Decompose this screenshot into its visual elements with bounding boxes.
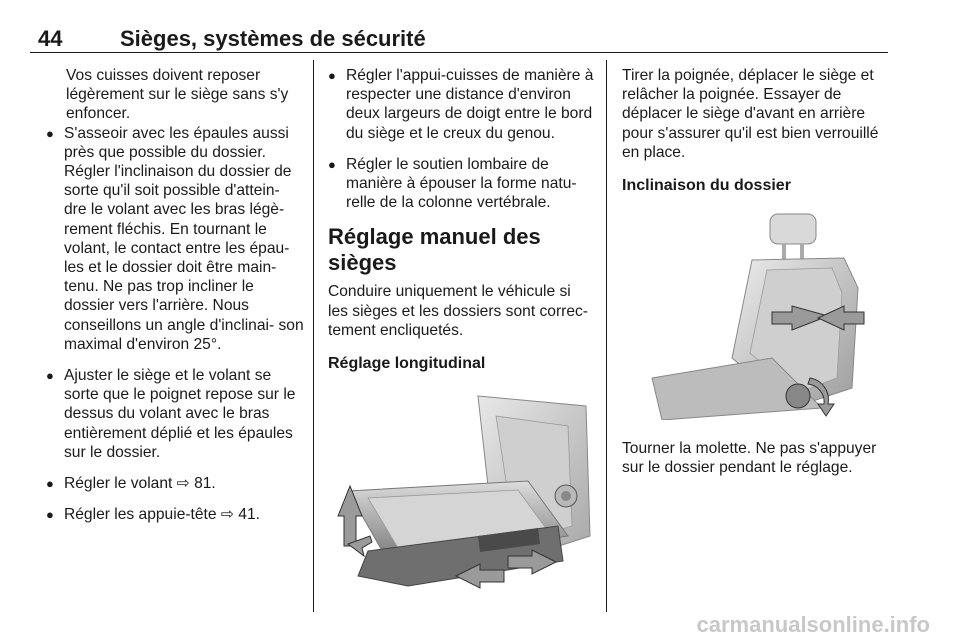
page-title: Sièges, systèmes de sécurité	[120, 26, 426, 51]
list-item	[46, 124, 304, 354]
header-rule	[30, 52, 888, 53]
bullet-icon: ●	[328, 68, 336, 83]
column-2	[328, 66, 594, 603]
paragraph-handle: Tirer la poignée, déplacer le siège et relâcher la poignée. Essayer de déplacer le siège d'avant en arrière pour s'assurer qu'il est bien verrouillé en place.	[622, 67, 879, 161]
bullet-icon: ●	[46, 507, 54, 523]
subsection-heading: Réglage longitudinal	[328, 355, 486, 373]
column-3	[622, 66, 888, 478]
list-item-text: S'asseoir avec les épaules aussi près que possible du dossier. Régler l'inclinaison du dossier de sorte qu'il soit possible d'attein- dre le volant avec les bras légè- rement fléchis. En tournant le volant, le contact entre les épau- les et le dossier doit être main- tenu. Ne pas trop incliner le dossier vers l'arrière. Nous conseillons un angle d'inclinai- son maximal d'environ 25°.	[64, 124, 304, 353]
list-item-text: Ajuster le siège et le volant se sorte que le poignet repose sur le dessus du volant avec le bras entièrement déplié et les épaules sur le dossier.	[64, 367, 296, 461]
list-item-text: Régler le soutien lombaire de manière à épouser la forme natu- relle de la colonne vertébrale.	[346, 155, 577, 212]
list-item	[46, 366, 304, 462]
list-item	[46, 505, 304, 524]
intro-paragraph: Vos cuisses doivent reposer légèrement sur le siège sans s'y enfoncer.	[66, 67, 289, 123]
bullet-icon: ●	[46, 125, 54, 141]
bullet-icon: ●	[46, 476, 54, 492]
seat-longitudinal-illustration	[328, 386, 594, 598]
paragraph-dial: Tourner la molette. Ne pas s'appuyer sur le dossier pendant le réglage.	[622, 440, 877, 477]
column-divider-1	[313, 60, 314, 612]
section-paragraph: Conduire uniquement le véhicule si les sièges et les dossiers sont correc- tement encliquetés.	[328, 283, 588, 339]
list-item	[328, 155, 594, 213]
subsection-heading: Inclinaison du dossier	[622, 177, 791, 195]
list-item-text: Régler l'appui-cuisses de manière à respecter une distance d'environ deux largeurs de doigt entre le bord du siège et le creux du genou.	[346, 67, 594, 142]
column-1	[46, 66, 304, 536]
column-divider-2	[606, 60, 607, 612]
section-heading: Réglage manuel des sièges	[328, 224, 541, 276]
seat-recline-illustration	[622, 208, 886, 420]
watermark: carmanualsonline.info	[696, 612, 930, 637]
page-header	[30, 26, 888, 52]
list-item	[46, 474, 304, 493]
bullet-icon: ●	[328, 156, 336, 172]
bullet-icon: ●	[46, 368, 54, 384]
list-item-text: Régler le volant ⇨ 81.	[64, 475, 216, 493]
list-item	[328, 66, 594, 143]
page-number: 44	[38, 26, 63, 51]
list-item-text: Régler les appuie-tête ⇨ 41.	[64, 506, 260, 524]
